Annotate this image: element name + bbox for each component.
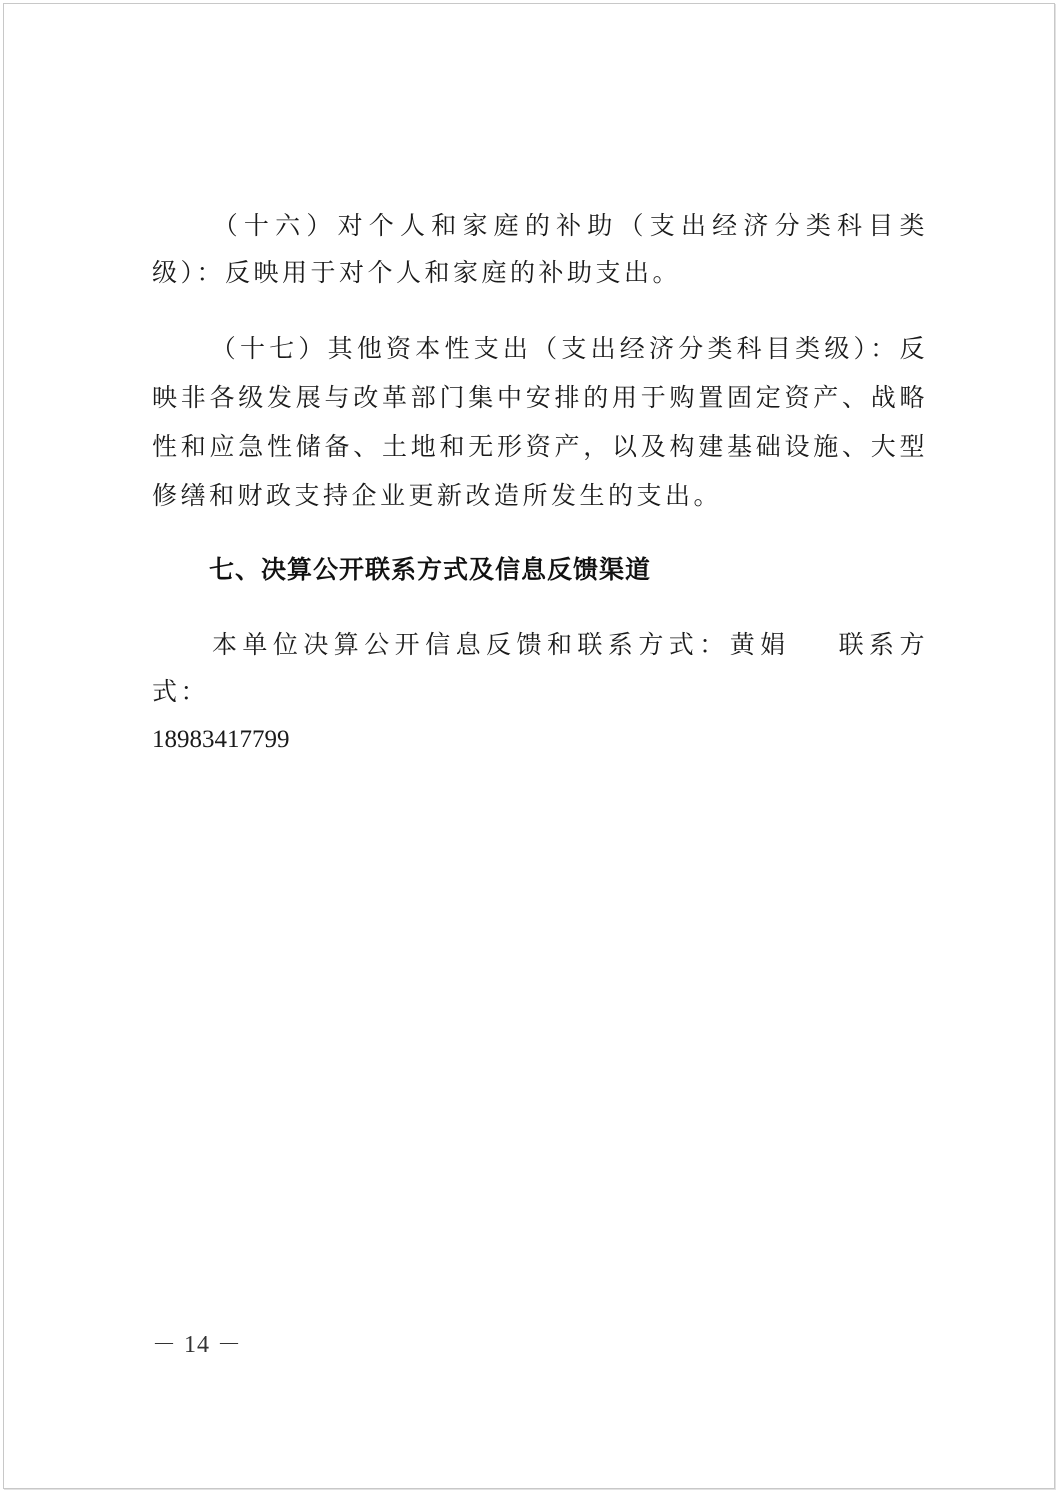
contact-paragraph <box>152 621 928 763</box>
document-page <box>3 3 1055 1489</box>
phone-label: 联系方式： <box>152 630 928 706</box>
page-number: － 14 － <box>152 1332 242 1358</box>
contact-label: 本单位决算公开信息反馈和联系方式：黄娟 <box>210 630 791 659</box>
contact-phone: 18983417799 <box>152 726 290 753</box>
section-heading-contact: 七、决算公开联系方式及信息反馈渠道 <box>209 555 652 584</box>
paragraph-item-16 <box>152 202 928 296</box>
paragraph-item-16-text: （十六）对个人和家庭的补助（支出经济分类科目类级）：反映用于对个人和家庭的补助支出。 <box>152 211 928 287</box>
paragraph-item-17 <box>152 324 928 520</box>
paragraph-item-17-text: （十七）其他资本性支出（支出经济分类科目类级）：反映非各级发展与改革部门集中安排的用于购置固定资产、战略性和应急性储备、土地和无形资产，以及构建基础设施、大型修缮和财政支持企业更新改造所发生的支出。 <box>152 334 928 510</box>
